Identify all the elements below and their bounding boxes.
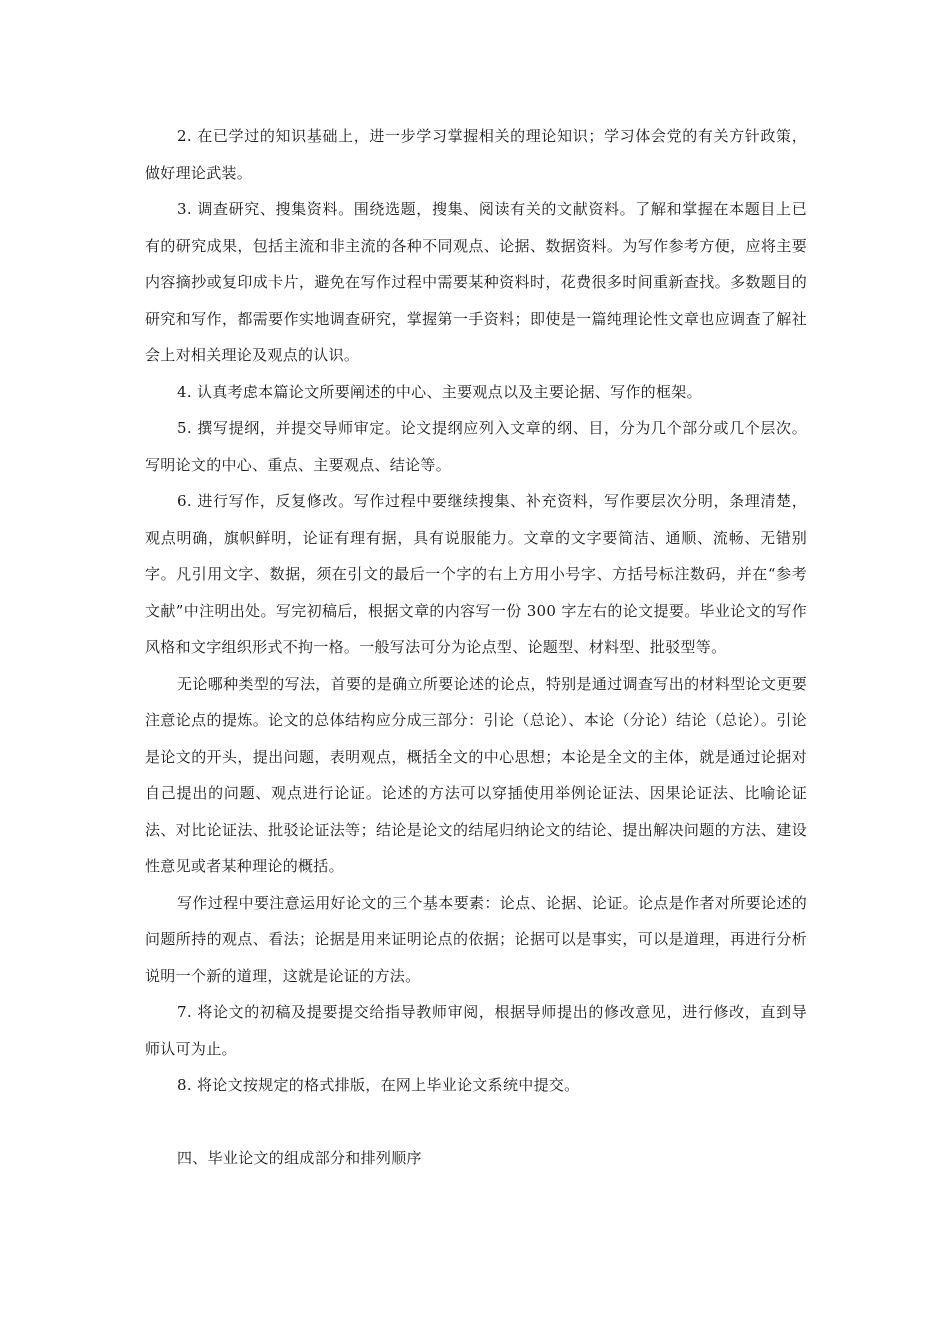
paragraph-step-4: 4. 认真考虑本篇论文所要阐述的中心、主要观点以及主要论据、写作的框架。 <box>177 382 702 401</box>
document-page <box>145 118 807 1176</box>
paragraph-step-3: 3. 调查研究、搜集资料。围绕选题，搜集、阅读有关的文献资料。了解和掌握在本题目上已有的研究成果，包括主流和非主流的各种不同观点、论据、数据资料。为写作参考方便，应将主要内容摘抄或复印成卡片，避免在写作过程中需要某种资料时，花费很多时间重新查找。多数题目的研究和写作，都需要作实地调查研究，掌握第一手资料；即使是一篇纯理论性文章也应调查了解社会上对相关理论及观点的认识。 <box>145 200 807 364</box>
paragraph-argument-structure: 无论哪种类型的写法，首要的是确立所要论述的论点，特别是通过调查写出的材料型论文更要注意论点的提炼。论文的总体结构应分成三部分：引论（总论）、本论（分论）结论（总论）。引论是论文的开头，提出问题，表明观点，概括全文的中心思想；本论是全文的主体，就是通过论据对自己提出的问题、观点进行论证。论述的方法可以穿插使用举例论证法、因果论证法、比喻论证法、对比论证法、批驳论证法等；结论是论文的结尾归纳论文的结论、提出解决问题的方法、建设性意见或者某种理论的概括。 <box>145 674 807 875</box>
paragraph-step-6: 6. 进行写作，反复修改。写作过程中要继续搜集、补充资料，写作要层次分明，条理清楚，观点明确，旗帜鲜明，论证有理有据，具有说服能力。文章的文字要简洁、通顺、流畅、无错别字。凡引用文字、数据，须在引文的最后一个字的右上方用小号字、方括号标注数码，并在“参考文献”中注明出处。写完初稿后，根据文章的内容写一份 300 字左右的论文提要。毕业论文的写作风格和文字组织形式不拘一格。一般写法可分为论点型、论题型、材料型、批驳型等。 <box>145 492 807 656</box>
section-heading: 四、毕业论文的组成部分和排列顺序 <box>177 1148 422 1167</box>
paragraph-three-elements: 写作过程中要注意运用好论文的三个基本要素：论点、论据、论证。论点是作者对所要论述的问题所持的观点、看法；论据是用来证明论点的依据；论据可以是事实，可以是道理，再进行分析说明一个新的道理，这就是论证的方法。 <box>145 893 807 985</box>
paragraph-step-2: 2. 在已学过的知识基础上，进一步学习掌握相关的理论知识；学习体会党的有关方针政策，做好理论武装。 <box>145 127 807 182</box>
paragraph-step-8: 8. 将论文按规定的格式排版，在网上毕业论文系统中提交。 <box>177 1076 580 1094</box>
paragraph-step-7: 7. 将论文的初稿及提要提交给指导教师审阅，根据导师提出的修改意见，进行修改，直到导师认可为止。 <box>145 1003 807 1058</box>
paragraph-step-5: 5. 撰写提纲，并提交导师审定。论文提纲应列入文章的纲、目，分为几个部分或几个层次。写明论文的中心、重点、主要观点、结论等。 <box>145 419 807 474</box>
